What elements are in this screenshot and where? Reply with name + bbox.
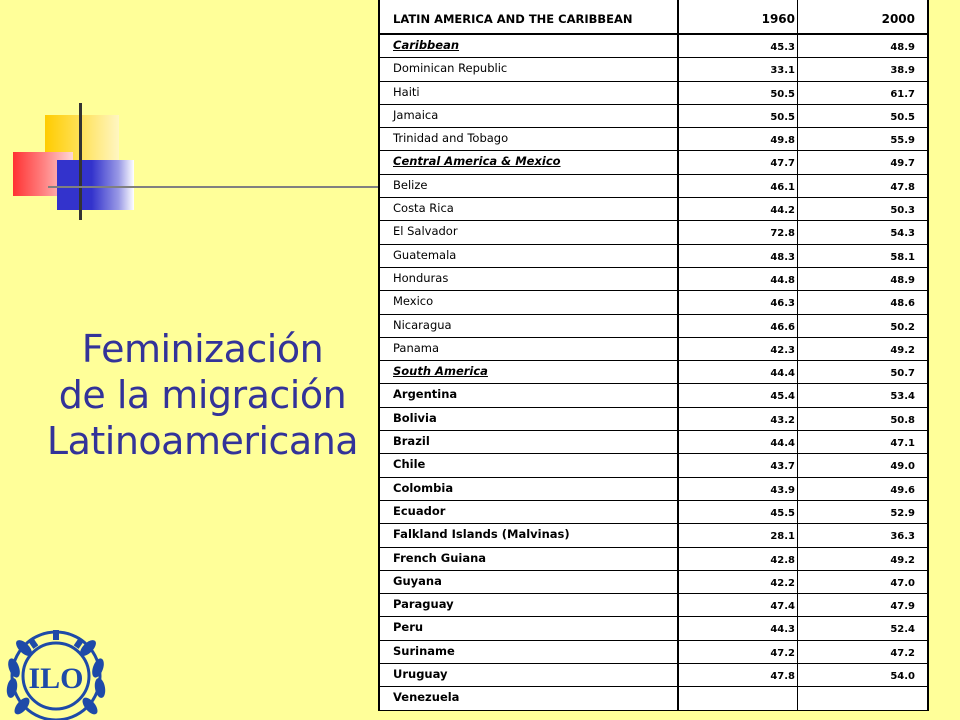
- value-2000: 48.9: [890, 274, 915, 286]
- country-name: Panama: [393, 340, 440, 355]
- value-1960: 43.2: [770, 414, 795, 426]
- value-1960: 46.6: [770, 321, 795, 333]
- value-2000: 52.4: [890, 624, 915, 636]
- table-row: [380, 245, 927, 268]
- value-2000: 58.1: [890, 251, 915, 263]
- table-row: [380, 315, 927, 338]
- country-name: Uruguay: [393, 667, 448, 682]
- country-name: Ecuador: [393, 503, 446, 518]
- table-row: [380, 617, 927, 640]
- title-line-2: de la migración: [58, 373, 347, 417]
- country-name: Central America & Mexico: [393, 154, 561, 169]
- table-row: [380, 128, 927, 151]
- table-row: [380, 548, 927, 571]
- table-row: [380, 58, 927, 81]
- value-1960: 45.4: [770, 391, 795, 403]
- value-1960: 46.3: [770, 298, 795, 310]
- slide-title: [30, 326, 375, 464]
- header-1960: 1960: [761, 12, 795, 26]
- title-line-3: Latinoamericana: [46, 419, 359, 463]
- value-2000: 55.9: [890, 135, 915, 147]
- country-name: Trinidad and Tobago: [393, 131, 509, 146]
- table-row: [380, 408, 927, 431]
- table-row: [380, 82, 927, 105]
- value-2000: 49.7: [890, 158, 915, 170]
- value-2000: 47.2: [890, 647, 915, 659]
- value-1960: 44.8: [770, 274, 795, 286]
- table-row: [380, 151, 927, 174]
- value-1960: 42.2: [770, 577, 795, 589]
- header-2000: 2000: [881, 12, 915, 26]
- value-2000: 38.9: [890, 65, 915, 77]
- country-name: Bolivia: [393, 410, 437, 425]
- country-name: Suriname: [393, 643, 455, 658]
- country-name: South America: [393, 364, 488, 379]
- value-2000: 50.8: [890, 414, 915, 426]
- value-1960: 42.8: [770, 554, 795, 566]
- table-header-row: [380, 0, 927, 35]
- table-row: [380, 35, 927, 58]
- value-2000: 36.3: [890, 531, 915, 543]
- header-region: LATIN AMERICA AND THE CARIBBEAN: [393, 12, 633, 26]
- country-name: Peru: [393, 620, 424, 635]
- value-1960: 47.4: [770, 601, 795, 613]
- value-1960: 47.2: [770, 647, 795, 659]
- country-name: Venezuela: [393, 690, 460, 705]
- title-line-1: Feminización: [81, 327, 324, 371]
- value-1960: 44.4: [770, 438, 795, 450]
- value-2000: 49.2: [890, 554, 915, 566]
- value-1960: [678, 687, 795, 709]
- value-1960: 42.3: [770, 344, 795, 356]
- table-row: [380, 291, 927, 314]
- value-1960: 48.3: [770, 251, 795, 263]
- table-row: [380, 198, 927, 221]
- value-1960: 44.3: [770, 624, 795, 636]
- country-name: Belize: [393, 177, 428, 192]
- value-2000: [798, 687, 915, 709]
- value-2000: 47.9: [890, 601, 915, 613]
- country-name: Nicaragua: [393, 317, 452, 332]
- table-row: [380, 501, 927, 524]
- table-row: [380, 361, 927, 384]
- ilo-logo-text: ILO: [28, 662, 84, 695]
- value-1960: 46.1: [770, 181, 795, 193]
- value-1960: 28.1: [770, 531, 795, 543]
- value-2000: 50.7: [890, 368, 915, 380]
- country-name: Haiti: [393, 84, 420, 99]
- country-name: Guyana: [393, 573, 442, 588]
- value-1960: 72.8: [770, 228, 795, 240]
- table-row: [380, 454, 927, 477]
- value-1960: 43.9: [770, 484, 795, 496]
- table-row: [380, 221, 927, 244]
- value-1960: 44.4: [770, 368, 795, 380]
- country-name: Guatemala: [393, 247, 457, 262]
- value-2000: 61.7: [890, 88, 915, 100]
- value-2000: 52.9: [890, 507, 915, 519]
- migration-table: [378, 0, 929, 711]
- country-name: Brazil: [393, 434, 430, 449]
- value-1960: 47.7: [770, 158, 795, 170]
- country-name: Colombia: [393, 480, 454, 495]
- value-1960: 45.5: [770, 507, 795, 519]
- value-1960: 49.8: [770, 135, 795, 147]
- table-row: [380, 384, 927, 407]
- country-name: Jamaica: [393, 107, 439, 122]
- country-name: Costa Rica: [393, 201, 454, 216]
- value-2000: 54.0: [890, 671, 915, 683]
- country-name: Paraguay: [393, 597, 454, 612]
- table-row: [380, 338, 927, 361]
- value-1960: 33.1: [770, 65, 795, 77]
- value-2000: 53.4: [890, 391, 915, 403]
- value-2000: 54.3: [890, 228, 915, 240]
- value-1960: 50.5: [770, 88, 795, 100]
- value-2000: 48.6: [890, 298, 915, 310]
- table-row: [380, 268, 927, 291]
- table-row: [380, 594, 927, 617]
- value-2000: 47.1: [890, 438, 915, 450]
- value-2000: 50.2: [890, 321, 915, 333]
- table-row: [380, 431, 927, 454]
- table-row: [380, 524, 927, 547]
- country-name: El Salvador: [393, 224, 458, 239]
- value-2000: 50.3: [890, 205, 915, 217]
- table-row: [380, 478, 927, 501]
- value-2000: 48.9: [890, 42, 915, 53]
- country-name: French Guiana: [393, 550, 487, 565]
- value-2000: 50.5: [890, 111, 915, 123]
- value-2000: 49.6: [890, 484, 915, 496]
- horizontal-line-decoration: [48, 186, 378, 188]
- vertical-line-decoration: [79, 103, 82, 220]
- table-row: [380, 664, 927, 687]
- value-2000: 47.0: [890, 577, 915, 589]
- table-row: [380, 105, 927, 128]
- value-1960: 44.2: [770, 205, 795, 217]
- country-name: Chile: [393, 457, 426, 472]
- blue-square-decoration: [57, 160, 134, 210]
- value-2000: 49.0: [890, 461, 915, 473]
- table-row: [380, 175, 927, 198]
- country-name: Honduras: [393, 270, 449, 285]
- ilo-logo-icon: [0, 618, 112, 720]
- country-name: Argentina: [393, 387, 458, 402]
- table-row: [380, 641, 927, 664]
- value-2000: 47.8: [890, 181, 915, 193]
- value-2000: 49.2: [890, 344, 915, 356]
- country-name: Dominican Republic: [393, 61, 508, 76]
- country-name: Mexico: [393, 294, 434, 309]
- value-1960: 45.3: [770, 42, 795, 53]
- country-name: Falkland Islands (Malvinas): [393, 527, 570, 542]
- table-row: [380, 571, 927, 594]
- value-1960: 43.7: [770, 461, 795, 473]
- country-name: Caribbean: [393, 38, 460, 52]
- value-1960: 47.8: [770, 671, 795, 683]
- value-1960: 50.5: [770, 111, 795, 123]
- table-row: [380, 687, 927, 710]
